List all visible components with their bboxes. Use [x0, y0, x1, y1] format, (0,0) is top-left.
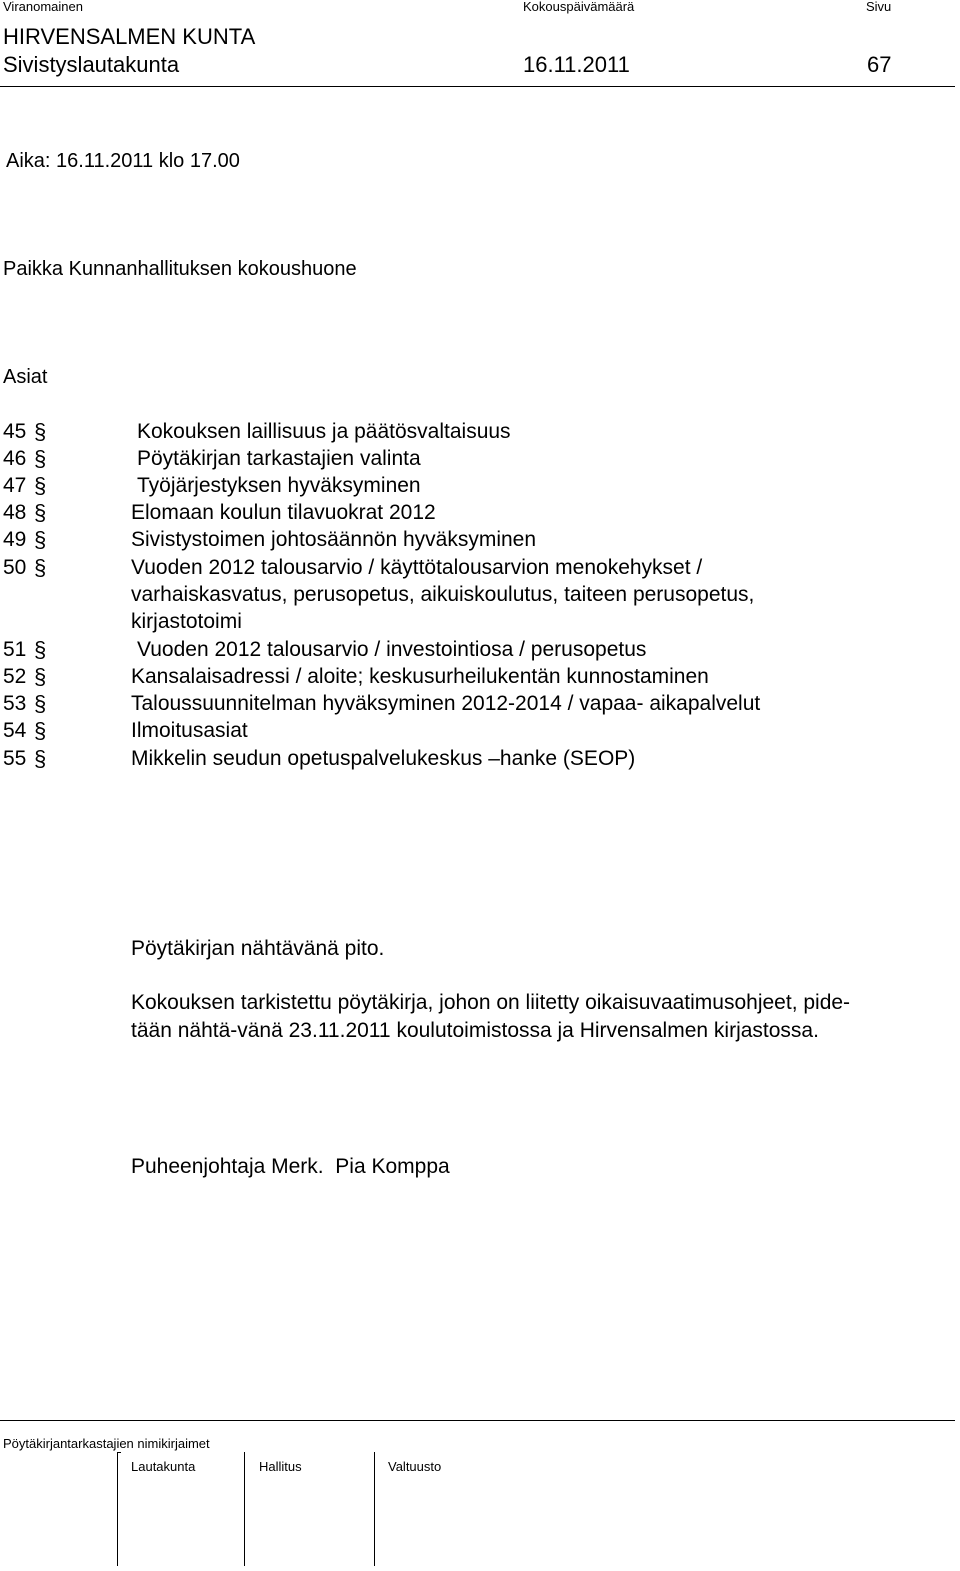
- section-icon: §: [34, 746, 47, 771]
- agenda-item-title: Taloussuunnitelman hyväksyminen 2012-2014 / vapaa- aikapalvelut: [131, 692, 761, 715]
- agenda-item-title: Sivistystoimen johtosäännön hyväksyminen: [131, 528, 537, 551]
- header-label-date: Kokouspäivämäärä: [523, 0, 635, 14]
- agenda-number: 46: [3, 447, 27, 470]
- header-divider: [0, 86, 955, 87]
- agenda-number: 55: [3, 747, 27, 770]
- agenda-item-title: Ilmoitusasiat: [131, 719, 248, 742]
- section-icon: §: [34, 691, 47, 716]
- header-label-official: Viranomainen: [3, 0, 83, 14]
- section-icon: §: [34, 718, 47, 743]
- agenda-number: 51: [3, 638, 27, 661]
- agenda-number: 47: [3, 474, 27, 497]
- meeting-time: Aika: 16.11.2011 klo 17.00: [6, 150, 240, 172]
- section-icon: §: [34, 555, 47, 580]
- footer-inspectors-label: Pöytäkirjantarkastajien nimikirjaimet: [3, 1436, 210, 1451]
- agenda-item-continuation: kirjastotoimi: [131, 610, 242, 633]
- notice-heading: Pöytäkirjan nähtävänä pito.: [131, 937, 385, 960]
- agenda-number: 50: [3, 556, 27, 579]
- agenda-item-title: Pöytäkirjan tarkastajien valinta: [137, 447, 421, 470]
- section-icon: §: [34, 473, 47, 498]
- footer-committee-label: Lautakunta: [131, 1459, 196, 1474]
- footer-column-line: [374, 1452, 375, 1566]
- agenda-number: 53: [3, 692, 27, 715]
- footer-column-line: [117, 1452, 118, 1566]
- committee-name: Sivistyslautakunta: [3, 52, 180, 77]
- agenda-item-title: Kokouksen laillisuus ja päätösvaltaisuus: [137, 420, 511, 443]
- agenda-item-title: Elomaan koulun tilavuokrat 2012: [131, 501, 436, 524]
- agenda-item-continuation: varhaiskasvatus, perusopetus, aikuiskoulutus, taiteen perusopetus,: [131, 583, 755, 606]
- footer-board-label: Hallitus: [259, 1459, 302, 1474]
- meeting-place: Paikka Kunnanhallituksen kokoushuone: [3, 258, 357, 280]
- footer-council-label: Valtuusto: [388, 1459, 442, 1474]
- footer-column-line: [244, 1452, 245, 1566]
- section-icon: §: [34, 664, 47, 689]
- section-icon: §: [34, 527, 47, 552]
- agenda-item-title: Työjärjestyksen hyväksyminen: [137, 474, 421, 497]
- notice-text-line: tään nähtä-vänä 23.11.2011 koulutoimistossa ja Hirvensalmen kirjastossa.: [131, 1019, 819, 1042]
- agenda-number: 52: [3, 665, 27, 688]
- section-icon: §: [34, 419, 47, 444]
- chairman-signature: Puheenjohtaja Merk. Pia Komppa: [131, 1155, 450, 1178]
- footer-divider: [0, 1420, 955, 1421]
- agenda-number: 48: [3, 501, 27, 524]
- agenda-heading: Asiat: [3, 366, 48, 388]
- notice-text-line: Kokouksen tarkistettu pöytäkirja, johon on liitetty oikaisuvaatimusohjeet, pide-: [131, 991, 851, 1014]
- section-icon: §: [34, 500, 47, 525]
- agenda-item-title: Vuoden 2012 talousarvio / käyttötalousarvion menokehykset /: [131, 556, 703, 579]
- agenda-item-title: Mikkelin seudun opetuspalvelukeskus –hanke (SEOP): [131, 747, 636, 770]
- header-label-page: Sivu: [866, 0, 892, 14]
- agenda-number: 49: [3, 528, 27, 551]
- municipality-name: HIRVENSALMEN KUNTA: [3, 24, 256, 49]
- meeting-date: 16.11.2011: [523, 52, 630, 77]
- agenda-number: 54: [3, 719, 27, 742]
- agenda-item-title: Kansalaisadressi / aloite; keskusurheilukentän kunnostaminen: [131, 665, 709, 688]
- agenda-number: 45: [3, 420, 27, 443]
- section-icon: §: [34, 446, 47, 471]
- page-number: 67: [867, 52, 892, 77]
- section-icon: §: [34, 637, 47, 662]
- agenda-item-title: Vuoden 2012 talousarvio / investointiosa / perusopetus: [137, 638, 647, 661]
- footer-tick: [118, 1452, 121, 1453]
